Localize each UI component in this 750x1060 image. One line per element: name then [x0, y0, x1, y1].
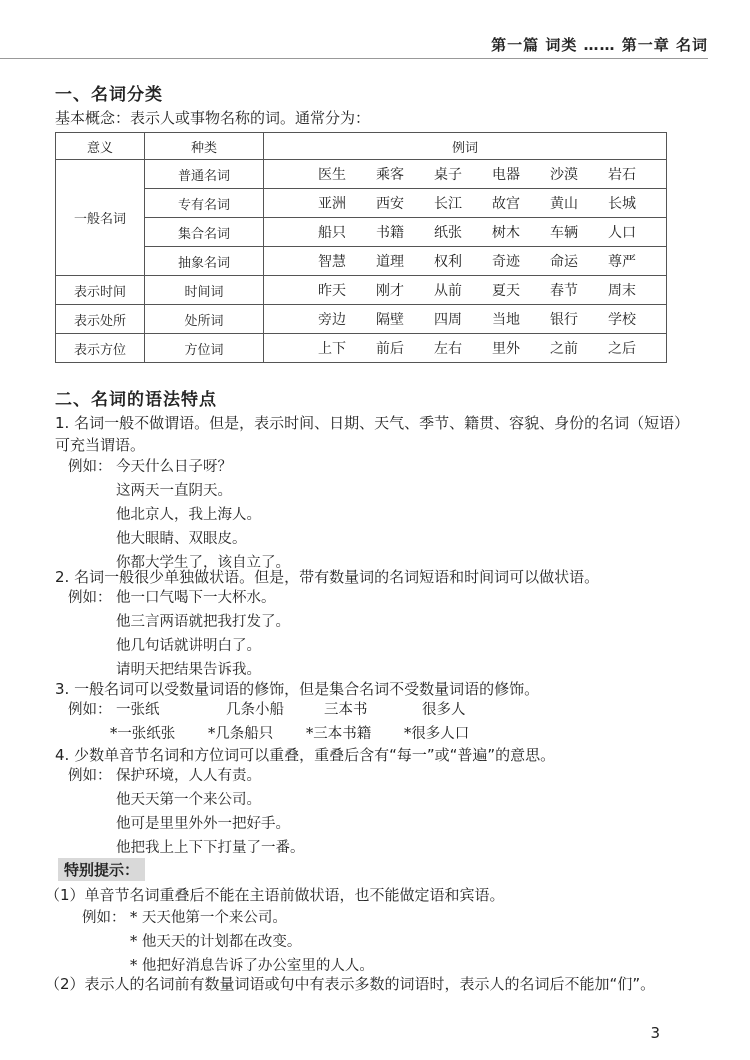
example-item: 几条小船 — [226, 702, 284, 718]
example-word: 西安 — [376, 196, 404, 212]
running-header-text: 第一篇 词类 …… 第一章 名词 — [491, 36, 708, 54]
meaning-cell: 表示时间 — [56, 276, 145, 305]
example-word: 隔壁 — [376, 312, 404, 328]
point-4: 4. 少数单音节名词和方位词可以重叠，重叠后含有“每一”或“普遍”的意思。 — [55, 746, 556, 764]
kind-cell: 集合名词 — [145, 218, 264, 247]
example-word: 周末 — [608, 283, 636, 299]
example-word: 权利 — [434, 254, 462, 270]
example-word: 旁边 — [318, 312, 346, 328]
table-row — [56, 218, 667, 247]
example-item: *很多人口 — [404, 726, 470, 742]
tip-1: （1）单音节名词重叠后不能在主语前做状语，也不能做定语和宾语。 — [45, 886, 505, 904]
section1-title: 一、名词分类 — [55, 85, 163, 105]
table-row — [56, 276, 667, 305]
point-1: 1. 名词一般不做谓语。但是，表示时间、日期、天气、季节、籍贯、容貌、身份的名词（短语）可充当谓语。 — [55, 414, 682, 454]
noun-classification-table — [55, 132, 667, 363]
col-examples: 例词 — [264, 133, 667, 160]
special-tip-label: 特别提示： — [58, 858, 145, 881]
example-word: 尊严 — [608, 254, 636, 270]
example-word: 长江 — [434, 196, 462, 212]
example-word: 命运 — [550, 254, 578, 270]
example-line: 他天天第一个来公司。 — [116, 792, 261, 808]
example-line: 你都大学生了，该自立了。 — [116, 555, 290, 571]
example-word: 左右 — [434, 341, 462, 357]
example-word: 乘客 — [376, 167, 404, 183]
example-item: 很多人 — [422, 702, 466, 718]
basic-concept: 基本概念：表示人或事物名称的词。通常分为： — [55, 109, 371, 127]
point-1-examples — [68, 455, 290, 575]
example-word: 道理 — [376, 254, 404, 270]
example-line: 他一口气喝下一大杯水。 — [116, 590, 276, 606]
point-3: 3. 一般名词可以受数量词语的修饰，但是集合名词不受数量词语的修饰。 — [55, 680, 540, 698]
example-word: 里外 — [492, 341, 520, 357]
example-word: 医生 — [318, 167, 346, 183]
meaning-cell: 一般名词 — [56, 160, 145, 276]
example-word: 亚洲 — [318, 196, 346, 212]
point-3-examples — [68, 698, 520, 746]
example-word: 书籍 — [376, 225, 404, 241]
example-word: 银行 — [550, 312, 578, 328]
example-word: 电器 — [492, 167, 520, 183]
kind-cell: 抽象名词 — [145, 247, 264, 276]
example-word: 树木 — [492, 225, 520, 241]
table-row — [56, 189, 667, 218]
table-row — [56, 305, 667, 334]
example-word: 之前 — [550, 341, 578, 357]
example-item: *几条船只 — [208, 726, 274, 742]
example-line: * 他天天的计划都在改变。 — [130, 934, 302, 950]
examples-cell — [264, 218, 667, 247]
kind-cell: 处所词 — [145, 305, 264, 334]
example-line: 今天什么日子呀？ — [116, 459, 232, 475]
example-word: 长城 — [608, 196, 636, 212]
example-word: 之后 — [608, 341, 636, 357]
example-word: 当地 — [492, 312, 520, 328]
example-word: 春节 — [550, 283, 578, 299]
example-label: 例如： — [68, 590, 112, 606]
example-word: 黄山 — [550, 196, 578, 212]
example-word: 夏天 — [492, 283, 520, 299]
example-word: 纸张 — [434, 225, 462, 241]
example-word: 桌子 — [434, 167, 462, 183]
example-line: 他北京人，我上海人。 — [116, 507, 261, 523]
example-word: 车辆 — [550, 225, 578, 241]
table-row — [56, 334, 667, 363]
example-word: 沙漠 — [550, 167, 578, 183]
example-label: 例如： — [68, 702, 112, 718]
page-header — [491, 34, 708, 55]
examples-cell — [264, 334, 667, 363]
example-label: 例如： — [68, 768, 112, 784]
example-word: 船只 — [318, 225, 346, 241]
table-header-row — [56, 133, 667, 160]
table-row — [56, 160, 667, 189]
example-line: * 他把好消息告诉了办公室里的人人。 — [130, 958, 374, 974]
example-label: 例如： — [68, 459, 112, 475]
page-number: 3 — [650, 1024, 660, 1042]
example-word: 岩石 — [608, 167, 636, 183]
point-4-examples — [68, 764, 305, 860]
example-word: 故宫 — [492, 196, 520, 212]
example-line: 这两天一直阴天。 — [116, 483, 232, 499]
example-label: 例如： — [82, 910, 126, 926]
header-rule — [0, 58, 708, 59]
kind-cell: 时间词 — [145, 276, 264, 305]
point-2-examples — [68, 586, 290, 682]
example-line: 保护环境，人人有责。 — [116, 768, 261, 784]
examples-cell — [264, 160, 667, 189]
example-line: 他几句话就讲明白了。 — [116, 638, 261, 654]
meaning-cell: 表示处所 — [56, 305, 145, 334]
example-word: 昨天 — [318, 283, 346, 299]
col-meaning: 意义 — [56, 133, 145, 160]
col-kind: 种类 — [145, 133, 264, 160]
point-2: 2. 名词一般很少单独做状语。但是，带有数量词的名词短语和时间词可以做状语。 — [55, 568, 600, 586]
examples-cell — [264, 189, 667, 218]
example-word: 从前 — [434, 283, 462, 299]
example-word: 四周 — [434, 312, 462, 328]
example-word: 奇迹 — [492, 254, 520, 270]
example-word: 学校 — [608, 312, 636, 328]
tip-2: （2）表示人的名词前有数量词语或句中有表示多数的词语时，表示人的名词后不能加“们”。 — [45, 975, 656, 993]
example-word: 刚才 — [376, 283, 404, 299]
example-word: 上下 — [318, 341, 346, 357]
example-item: *三本书籍 — [306, 726, 372, 742]
example-item: 三本书 — [324, 702, 368, 718]
meaning-cell: 表示方位 — [56, 334, 145, 363]
example-word: 智慧 — [318, 254, 346, 270]
examples-cell — [264, 276, 667, 305]
example-line: * 天天他第一个来公司。 — [130, 910, 287, 926]
examples-cell — [264, 247, 667, 276]
example-word: 前后 — [376, 341, 404, 357]
example-line: 他大眼睛、双眼皮。 — [116, 531, 247, 547]
example-line: 他把我上上下下打量了一番。 — [116, 840, 305, 856]
section2-title: 二、名词的语法特点 — [55, 390, 217, 410]
examples-cell — [264, 305, 667, 334]
tip-1-examples — [82, 906, 374, 978]
example-line: 他可是里里外外一把好手。 — [116, 816, 290, 832]
kind-cell: 方位词 — [145, 334, 264, 363]
kind-cell: 专有名词 — [145, 189, 264, 218]
example-line: 他三言两语就把我打发了。 — [116, 614, 290, 630]
table-row — [56, 247, 667, 276]
example-word: 人口 — [608, 225, 636, 241]
example-item: *一张纸张 — [110, 726, 176, 742]
example-line: 请明天把结果告诉我。 — [116, 662, 261, 678]
example-item: 一张纸 — [116, 702, 160, 718]
kind-cell: 普通名词 — [145, 160, 264, 189]
